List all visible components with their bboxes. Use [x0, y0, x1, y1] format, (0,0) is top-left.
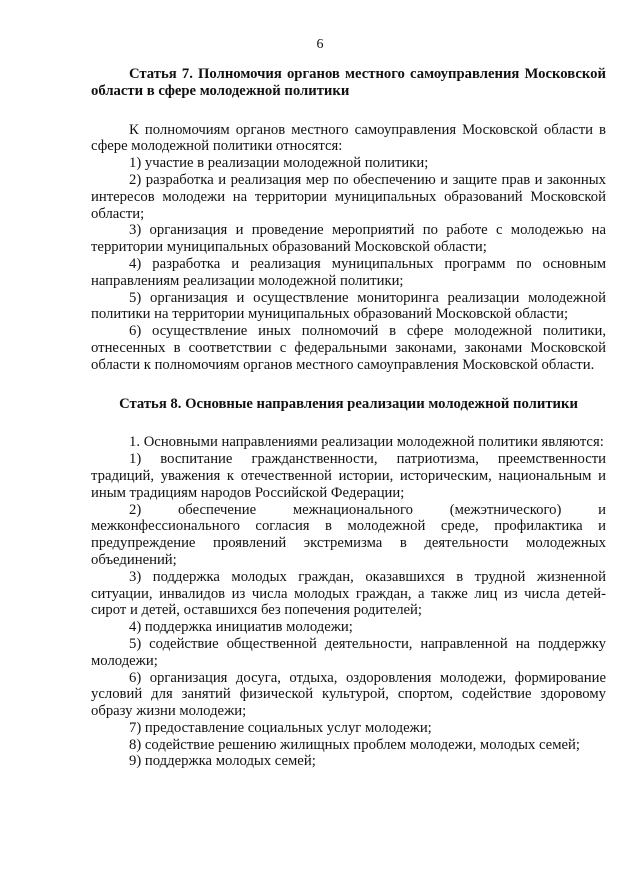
document-body — [91, 66, 606, 770]
article-8-heading: Статья 8. Основные направления реализации молодежной политики — [119, 395, 578, 412]
article-8-item-1: 1) воспитание гражданственности, патриотизма, преемственности традиций, уважения к отечественной истории, историческим, национальным и иным традициям народов Российской Федерации; — [91, 451, 606, 501]
article-7-item-1: 1) участие в реализации молодежной политики; — [129, 155, 429, 172]
spacer — [91, 100, 606, 122]
article-7-item-3: 3) организация и проведение мероприятий по работе с молодежью на территории муниципальных образований Московской области; — [91, 222, 606, 256]
page-number: 6 — [316, 37, 324, 52]
spacer — [91, 374, 606, 396]
article-8-item-2: 2) обеспечение межнационального (межэтнического) и межконфессионального согласия в молодежной среде, профилактика и предупреждение проявлений экстремизма в деятельности молодежных объединений; — [91, 501, 606, 568]
article-8-item-6: 6) организация досуга, отдыха, оздоровления молодежи, формирование условий для занятий физической культурой, спортом, содействие здоровому образу жизни молодежи; — [91, 669, 606, 720]
article-8-item-5: 5) содействие общественной деятельности, направленной на поддержку молодежи; — [91, 635, 606, 669]
article-7-item-6: 6) осуществление иных полномочий в сфере молодежной политики, отнесенных в соответствии с федеральными законами, законами Московской области к полномочиям органов местного самоуправления Московской области. — [91, 323, 606, 373]
article-8-item-7: 7) предоставление социальных услуг молодежи; — [129, 719, 432, 736]
spacer — [91, 412, 606, 434]
article-7-heading: Статья 7. Полномочия органов местного самоуправления Московской области в сфере молодежной политики — [91, 66, 606, 99]
article-7-item-5: 5) организация и осуществление мониторинга реализации молодежной политики на территории муниципальных образований Московской области; — [91, 289, 606, 323]
article-8-item-4: 4) поддержка инициатив молодежи; — [129, 619, 353, 636]
article-7-item-2: 2) разработка и реализация мер по обеспечению и защите прав и законных интересов молодежи на территории муниципальных образований Московской области; — [91, 171, 606, 222]
article-7-intro: К полномочиям органов местного самоуправления Московской области в сфере молодежной политики относятся: — [91, 121, 606, 155]
article-7-item-4: 4) разработка и реализация муниципальных программ по основным направлениям реализации молодежной политики; — [91, 255, 606, 289]
article-8-item-9: 9) поддержка молодых семей; — [129, 753, 316, 770]
article-8-intro: 1. Основными направлениями реализации молодежной политики являются: — [129, 434, 604, 451]
article-8-item-8: 8) содействие решению жилищных проблем молодежи, молодых семей; — [129, 736, 580, 753]
article-8-item-3: 3) поддержка молодых граждан, оказавшихся в трудной жизненной ситуации, инвалидов из числа молодых граждан, а также лиц из числа детей-сирот и детей, оставшихся без попечения родителей; — [91, 568, 606, 619]
